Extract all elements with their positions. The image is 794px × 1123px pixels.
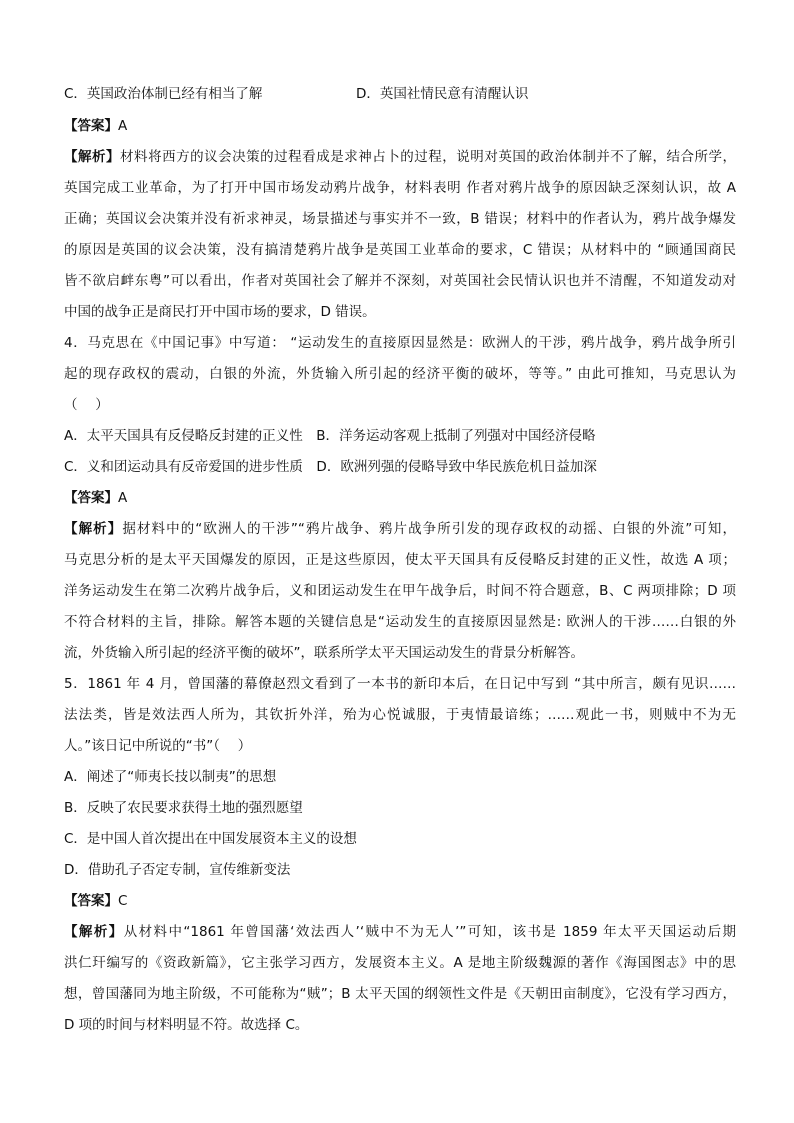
q3-analysis-line: 英国完成工业革命，为了打开中国市场发动鸦片战争，材料表明 作者对鸦片战争的原因缺乏深刻认识，故 A: [64, 180, 736, 196]
q4-analysis-line: 不符合材料的主旨，排除。解答本题的关键信息是“运动发生的直接原因显然是: 欧洲人的干涉……白银的外: [64, 614, 736, 630]
q3-analysis-line: 皆不欲启衅东粤”可以看出，作者对英国社会了解并不深刻，对英国社会民情认识也并不清醒，不知道发动对: [64, 273, 736, 289]
q3-option-c: C．英国政治体制已经有相当了解: [64, 86, 263, 102]
q5-option-a: A．阐述了“师夷长技以制夷”的思想: [64, 769, 277, 785]
answer-tag: 【答案】: [64, 118, 118, 134]
answer-value: C: [118, 893, 128, 909]
q5-stem-line: 5．1861 年 4 月，曾国藩的幕僚赵烈文看到了一本书的新印本后，在日记中写到 “其中所言，颇有见识……: [64, 676, 736, 692]
q3-analysis-line: 正确；英国议会决策并没有祈求神灵，场景描述与事实并不一致，B 错误；材料中的作者认为，鸦片战争爆发: [64, 211, 736, 227]
q3-analysis-line: 中国的战争正是商民打开中国市场的要求，D 错误。: [64, 304, 376, 320]
q5-analysis-line: 【解析】从材料中“1861 年曾国藩‘效法西人’‘贼中不为无人’”可知，该书是 1859 年太平天国运动后期: [64, 924, 737, 940]
analysis-tag: 【解析】: [64, 149, 121, 165]
q5-analysis-line: 想，曾国藩同为地主阶级，不可能称为“贼”；B 太平天国的纲领性文件是《天朝田亩制度》，它没有学习西方，: [64, 986, 736, 1002]
q4-stem-line: （ ）: [64, 397, 109, 413]
analysis-tag: 【解析】: [64, 924, 124, 940]
q5-answer: [64, 891, 736, 911]
q4-stem-line: 起的现存政权的震动，白银的外流，外货输入所引起的经济平衡的破坏，等等。” 由此可推知，马克思认为: [64, 366, 736, 382]
answer-value: A: [118, 490, 128, 506]
q4-analysis-line: 马克思分析的是太平天国爆发的原因，正是这些原因，使太平天国具有反侵略反封建的正义性，故选 A 项；: [64, 552, 736, 568]
answer-tag: 【答案】: [64, 490, 118, 506]
q5-stem-line: 法法类，皆是效法西人所为，其钦折外洋，殆为心悦诚服，于夷情最谙练；……观此一书，则贼中不为无: [64, 707, 736, 723]
q4-stem-line: 4．马克思在《中国记事》中写道： “运动发生的直接原因显然是：欧洲人的干涉，鸦片战争，鸦片战争所引: [64, 335, 736, 351]
q3-analysis-line: 【解析】材料将西方的议会决策的过程看成是求神占卜的过程，说明对英国的政治体制并不了解，结合所学，: [64, 149, 737, 165]
answer-tag: 【答案】: [64, 893, 118, 909]
q4-analysis-line: 洋务运动发生在第二次鸦片战争后，义和团运动发生在甲午战争后，时间不符合题意，B、C 两项排除；D 项: [64, 583, 736, 599]
q3-answer: [64, 116, 736, 136]
q5-option-d: D．借助孔子否定专制，宣传维新变法: [64, 862, 291, 878]
q5-option-c: C．是中国人首次提出在中国发展资本主义的设想: [64, 831, 357, 847]
q5-stem-line: 人。”该日记中所说的“书”（ ）: [64, 738, 252, 754]
q4-options-ab: A．太平天国具有反侵略反封建的正义性 B．洋务运动客观上抵制了列强对中国经济侵略: [64, 428, 596, 444]
q4-analysis-line: 【解析】据材料中的“欧洲人的干涉”“鸦片战争、鸦片战争所引发的现存政权的动摇、白银的外流”可知，: [64, 521, 737, 537]
analysis-tag: 【解析】: [64, 521, 123, 537]
q5-analysis-line: 洪仁玕编写的《资政新篇》，它主张学习西方，发展资本主义。A 是地主阶级魏源的著作《海国图志》中的思: [64, 955, 736, 971]
q4-options-cd: C．义和团运动具有反帝爱国的进步性质 D．欧洲列强的侵略导致中华民族危机日益加深: [64, 459, 597, 475]
q3-option-d: D．英国社情民意有清醒认识: [356, 86, 529, 102]
answer-value: A: [118, 118, 128, 134]
q5-analysis-line: D 项的时间与材料明显不符。故选择 C。: [64, 1017, 309, 1033]
q4-analysis-line: 流，外货输入所引起的经济平衡的破坏”，联系所学太平天国运动发生的背景分析解答。: [64, 645, 584, 661]
q4-answer: [64, 488, 736, 508]
q5-option-b: B．反映了农民要求获得土地的强烈愿望: [64, 800, 303, 816]
q3-analysis-line: 的原因是英国的议会决策，没有搞清楚鸦片战争是英国工业革命的要求，C 错误；从材料中的 “顾通国商民: [64, 242, 736, 258]
